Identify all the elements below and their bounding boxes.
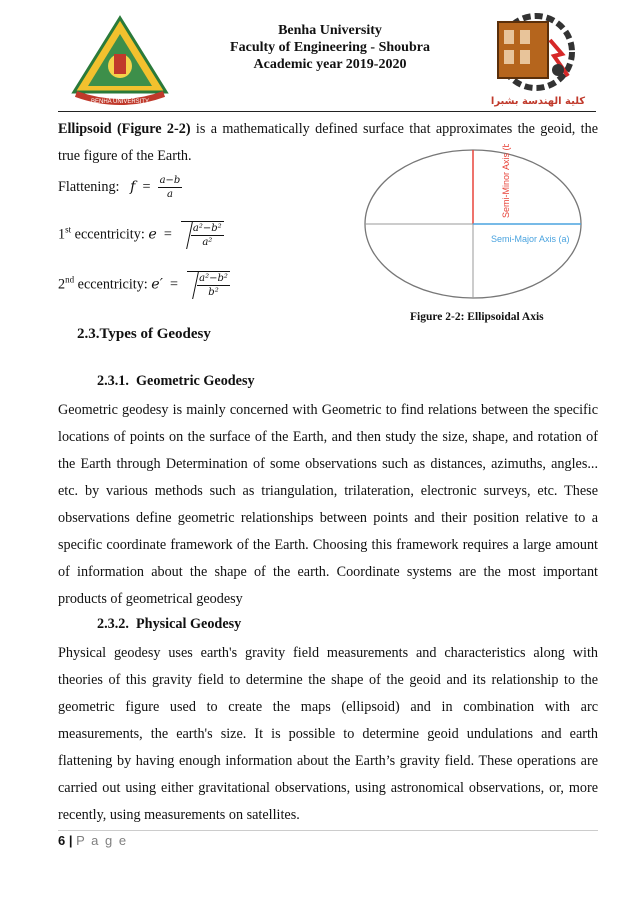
page-number: 6 [58,833,66,848]
semi-major-axis-label: Semi-Major Axis (a) [491,234,570,244]
e2-symbol: e′ [151,276,163,293]
first-eccentricity-formula [58,221,224,249]
physical-geodesy-heading [97,616,241,633]
e2-denominator: b² [208,287,219,298]
physical-geodesy-body: Physical geodesy uses earth's gravity field measurements and characteristics along with theories of this gravity field to determine the shape of the geoid and its relationship to the geometric figure used to create the maps (ellipsoid) and in combination with arc measurements, the earth's size. It is possible to determine geoid undulations and earth flattening by having enough information about the Earth’s gravity field. These operations are carried out using either gravitational observations, using astronomical observations, or, more recently, using measurements on satellites. [58,645,598,823]
flattening-denominator: a [166,189,173,200]
e1-numerator: a²−b² [192,223,222,234]
flattening-symbol: f [130,178,136,195]
header-divider [58,111,596,112]
e2-label: eccentricity: [74,276,152,293]
equals-sign: = [142,178,151,195]
ellipsoid-figure [355,144,595,310]
left-logo-text: BENHA UNIVERSITY [90,99,150,105]
flattening-label: Flattening: [58,178,120,195]
e1-denominator: a² [202,237,213,248]
e2-numerator: a²−b² [199,273,228,284]
geometric-geodesy-body: Geometric geodesy is mainly concerned with Geometric to find relations between the specific locations of points on the surface of the Earth, and then study the size, shape, and rotation of the Earth through Determination of some observations such as distances, azimuths, angles... etc. by various methods such as triangulation, trilateration, electronic surveys, etc. These observations define geometric relationships between points and their position relative to a specific coordinate framework of the Earth. Choosing this framework requires a large amount of information about the shape of the earth. Coordinate systems are the most important products of geometrical geodesy [58,402,598,607]
physical-title: Physical Geodesy [136,616,242,632]
section-heading: 2.3.Types of Geodesy [77,326,211,342]
e2-ordinal: 2 [58,276,66,293]
flattening-formula [58,174,182,201]
geometric-title: Geometric Geodesy [136,373,255,389]
faculty-engineering-logo [478,10,588,110]
benha-university-logo [70,14,170,106]
intro-rest: is a mathematically defined surface that approximates the geoid, the true figure of the Earth. [58,121,598,164]
e2-ordinal-suffix: nd [65,274,75,285]
e1-symbol: e [148,226,157,243]
header-university: Benha University [278,23,382,38]
intro-bold: Ellipsoid (Figure 2-2) [58,121,191,137]
geometric-geodesy-heading [97,373,255,390]
figure-caption: Figure 2-2: Ellipsoidal Axis [410,311,544,323]
flattening-fraction [158,174,183,201]
e1-label: eccentricity: [71,226,149,243]
e1-square-root [181,221,224,249]
page-label: P a g e [76,833,128,848]
e1-ordinal-suffix: st [65,224,72,235]
page-header [180,22,480,73]
semi-minor-axis-label: Semi-Minor Axis (b) [501,144,511,218]
second-eccentricity-formula [58,271,230,299]
geometric-number: 2.3.1. [97,373,129,389]
right-logo-text: كلية الهندسة بشبرا [490,96,586,107]
equals-sign: = [163,226,172,243]
e1-ordinal: 1 [58,226,66,243]
page-footer [58,833,128,848]
footer-separator: | [65,833,77,848]
header-faculty: Faculty of Engineering - Shoubra [230,40,430,55]
equals-sign: = [170,276,179,293]
physical-number: 2.3.2. [97,616,129,632]
e2-square-root [187,271,230,299]
flattening-numerator: a−b [159,175,181,186]
footer-divider [58,830,598,831]
header-academic-year: Academic year 2019-2020 [253,57,407,72]
